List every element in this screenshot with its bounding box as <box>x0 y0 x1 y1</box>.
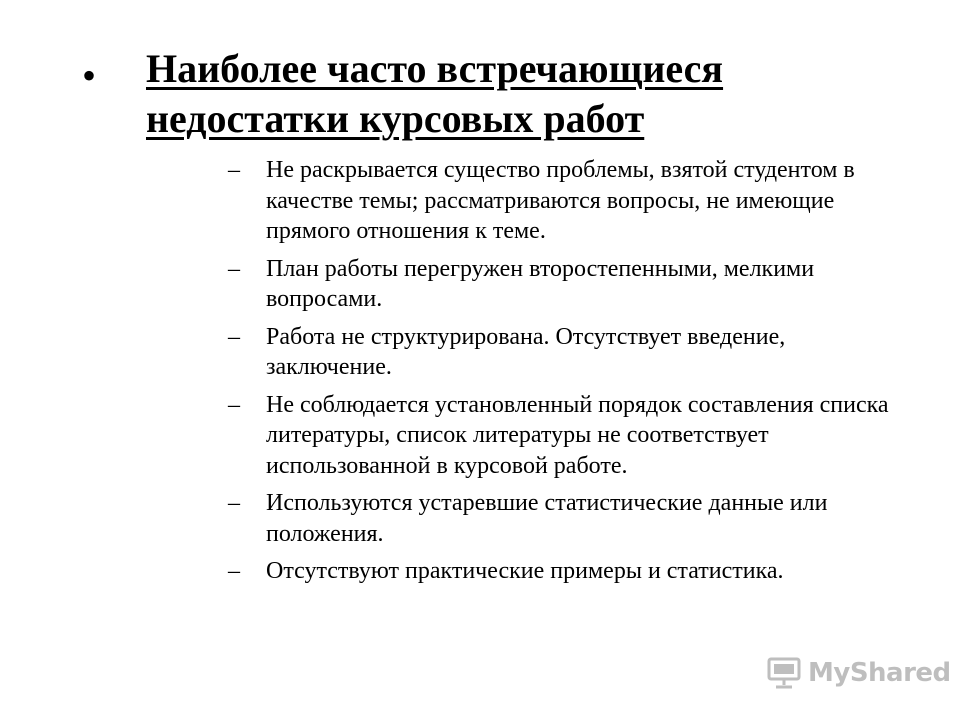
list-item-text: Работа не структурирована. Отсутствует введение, заключение. <box>266 323 786 380</box>
list-item-text: Отсутствуют практические примеры и статистика. <box>266 558 784 584</box>
list-item <box>228 155 908 247</box>
list-item <box>228 254 908 315</box>
dash-marker: – <box>228 255 240 282</box>
main-bullet: • <box>82 53 97 98</box>
slide-title-line-2: недостатки курсовых работ <box>146 96 645 141</box>
watermark-text: MyShared <box>808 658 951 688</box>
deficiency-list <box>228 155 908 594</box>
list-item-text: Используются устаревшие статистические данные или положения. <box>266 490 828 547</box>
dash-marker: – <box>228 323 240 350</box>
dash-marker: – <box>228 391 240 418</box>
list-item <box>228 390 908 482</box>
dash-marker: – <box>228 558 240 584</box>
list-item <box>228 488 908 549</box>
projector-screen-icon <box>766 655 802 691</box>
list-item <box>228 556 908 587</box>
dash-marker: – <box>228 490 240 516</box>
list-item-text: Не соблюдается установленный порядок составления списка литературы, список литературы не соответствует использованной в курсовой работе. <box>266 391 889 479</box>
list-item <box>228 322 908 383</box>
slide-title-line-1: Наиболее часто встречающиеся <box>146 46 724 91</box>
list-item-text: Не раскрывается существо проблемы, взятой студентом в качестве темы; рассматриваются вопросы, не имеющие прямого отношения к теме. <box>266 157 855 244</box>
slide-title <box>146 44 846 144</box>
list-item-text: План работы перегружен второстепенными, мелкими вопросами. <box>266 255 815 312</box>
dash-marker: – <box>228 157 240 183</box>
myshared-watermark <box>766 655 951 691</box>
